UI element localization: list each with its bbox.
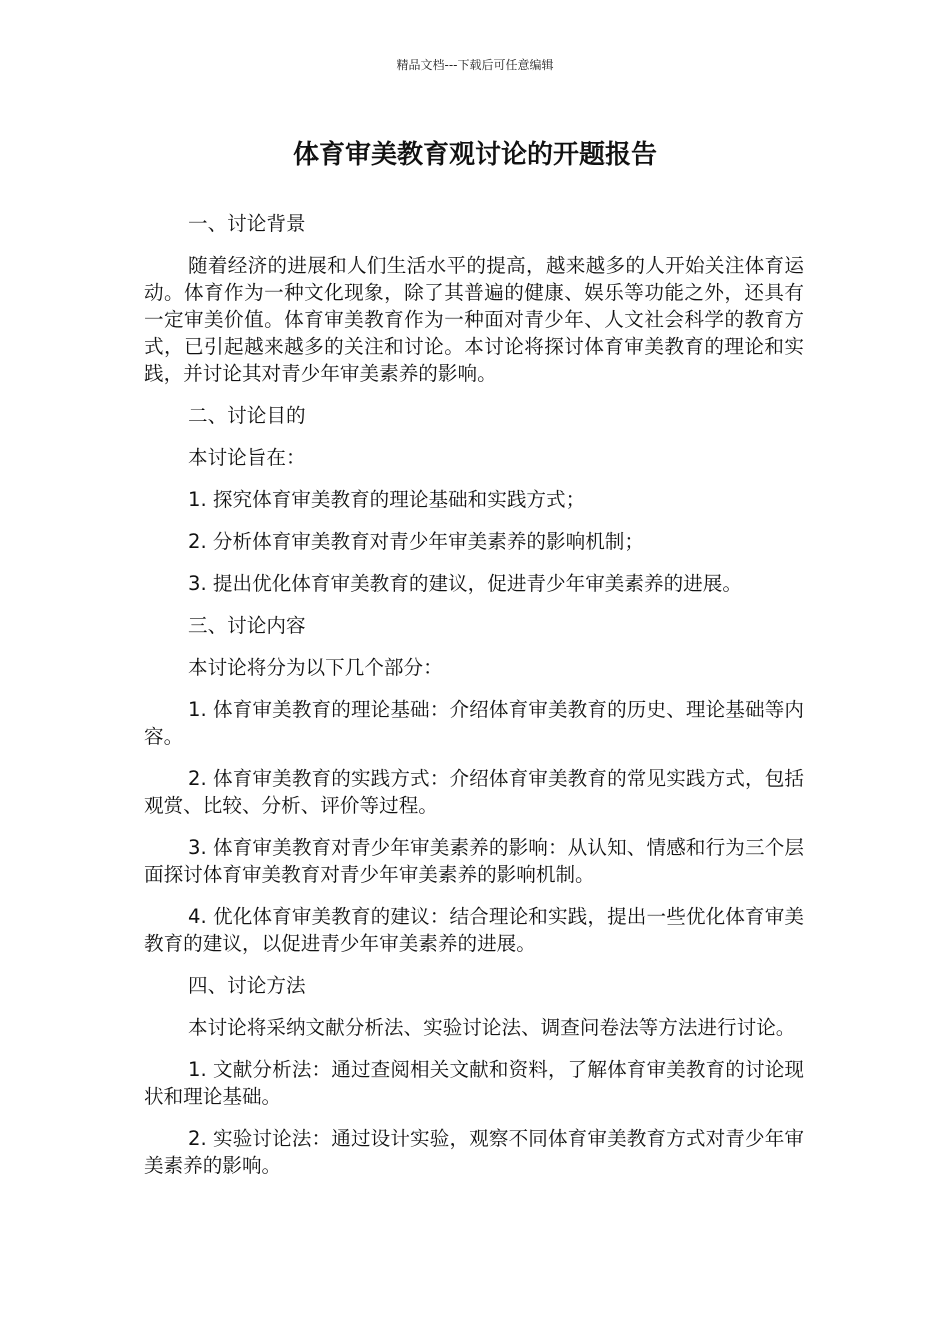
content-intro: 本讨论将分为以下几个部分：	[188, 656, 443, 679]
method-item: 2. 实验讨论法：通过设计实验，观察不同体育审美教育方式对青少年审美素养的影响。	[144, 1127, 804, 1177]
purpose-item: 2. 分析体育审美教育对青少年审美素养的影响机制；	[188, 530, 644, 553]
content-item: 2. 体育审美教育的实践方式：介绍体育审美教育的常见实践方式，包括观赏、比较、分析、评价等过程。	[144, 767, 804, 817]
page-header-watermark: 精品文档---下载后可任意编辑	[396, 58, 554, 72]
section-heading-content: 三、讨论内容	[188, 614, 306, 637]
content-item: 3. 体育审美教育对青少年审美素养的影响：从认知、情感和行为三个层面探讨体育审美教育对青少年审美素养的影响机制。	[144, 836, 804, 886]
section-heading-purpose: 二、讨论目的	[188, 404, 306, 427]
purpose-item: 3. 提出优化体育审美教育的建议，促进青少年审美素养的进展。	[188, 572, 742, 595]
section-heading-background: 一、讨论背景	[188, 212, 306, 235]
purpose-item: 1. 探究体育审美教育的理论基础和实践方式；	[188, 488, 586, 511]
background-paragraph: 随着经济的进展和人们生活水平的提高，越来越多的人开始关注体育运动。体育作为一种文化现象，除了其普遍的健康、娱乐等功能之外，还具有一定审美价值。体育审美教育作为一种面对青少年、人文社会科学的教育方式，已引起越来越多的关注和讨论。本讨论将探讨体育审美教育的理论和实践，并讨论其对青少年审美素养的影响。	[144, 254, 804, 385]
method-item: 1. 文献分析法：通过查阅相关文献和资料，了解体育审美教育的讨论现状和理论基础。	[144, 1058, 804, 1108]
content-item: 4. 优化体育审美教育的建议：结合理论和实践，提出一些优化体育审美教育的建议，以促进青少年审美素养的进展。	[144, 905, 804, 955]
section-heading-method: 四、讨论方法	[188, 974, 306, 997]
purpose-intro: 本讨论旨在：	[188, 446, 306, 469]
document-title: 体育审美教育观讨论的开题报告	[292, 140, 657, 170]
content-item: 1. 体育审美教育的理论基础：介绍体育审美教育的历史、理论基础等内容。	[144, 698, 804, 748]
document-body	[144, 210, 804, 1194]
method-intro: 本讨论将采纳文献分析法、实验讨论法、调查问卷法等方法进行讨论。	[188, 1016, 796, 1039]
